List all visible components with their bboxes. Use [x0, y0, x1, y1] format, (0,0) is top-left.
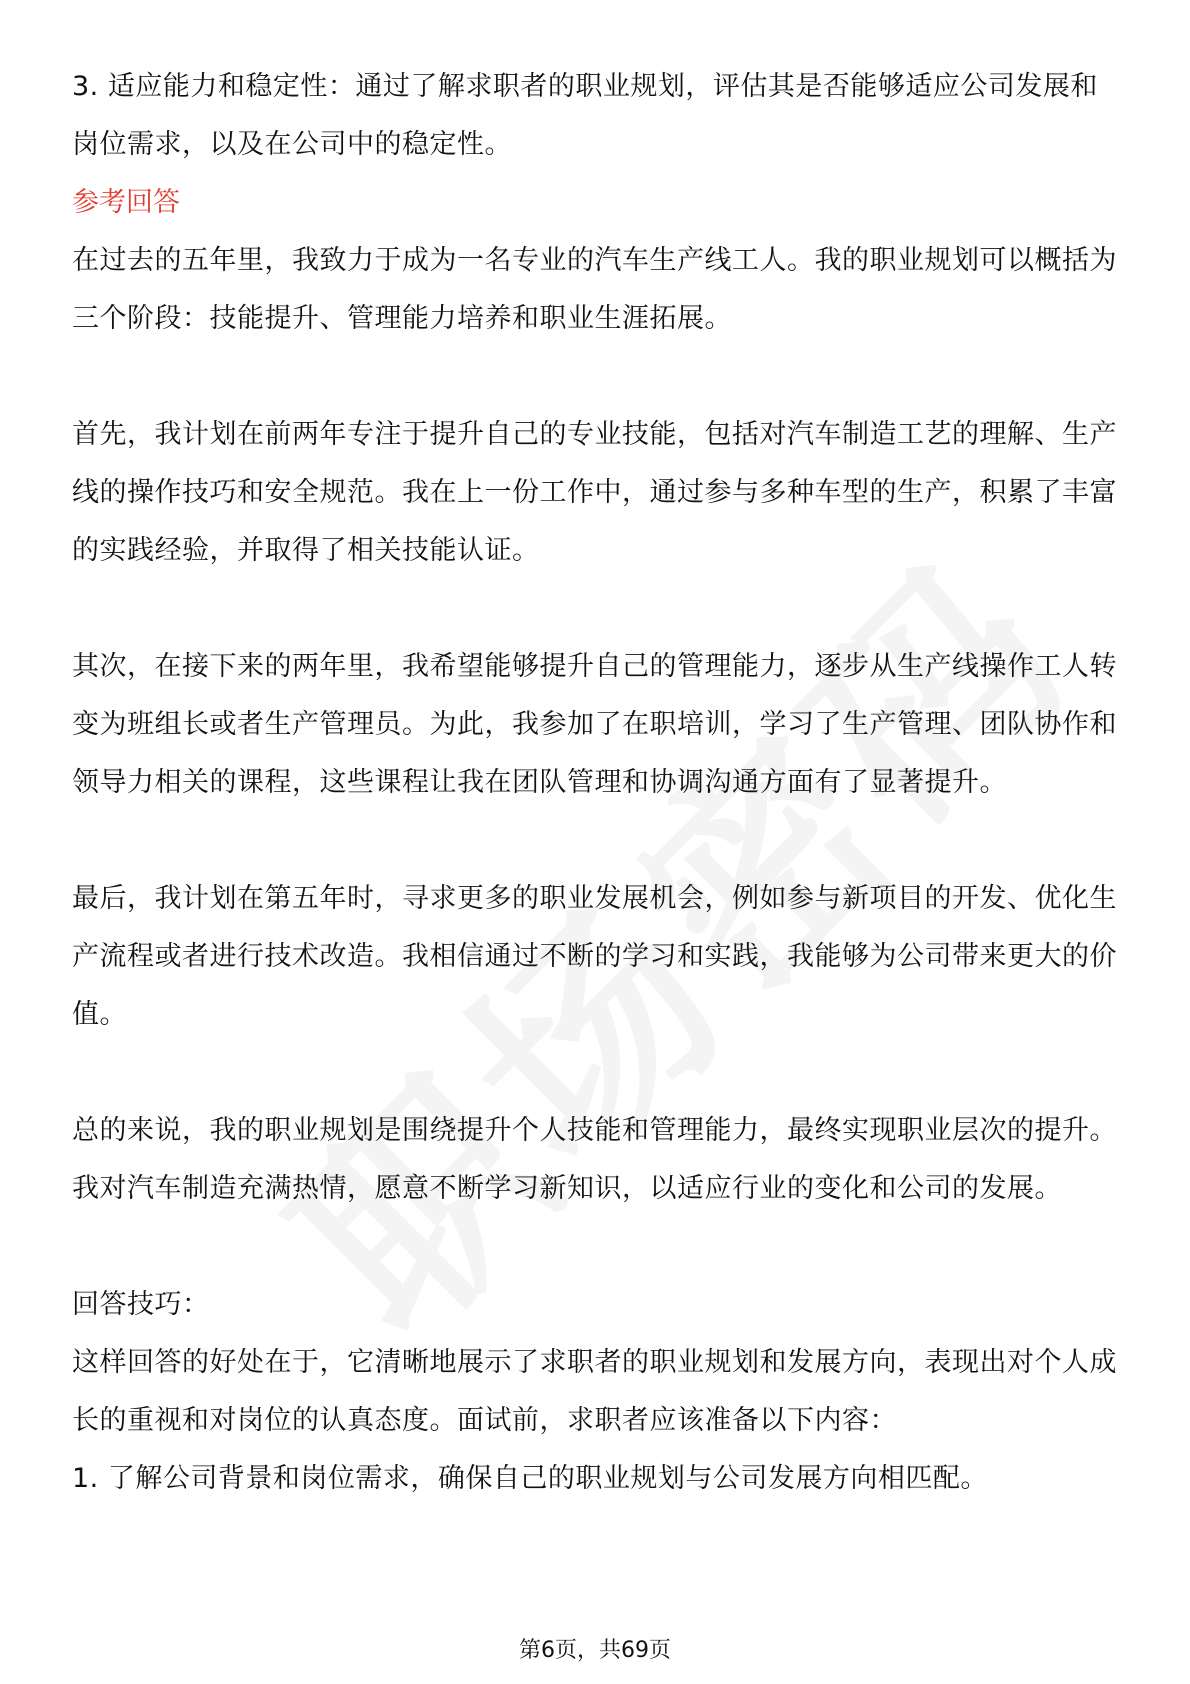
paragraph-gap: [72, 348, 1122, 406]
tips-heading: 回答技巧：: [72, 1289, 210, 1320]
reference-answer-heading: 参考回答: [72, 187, 180, 218]
page-number-label: 第6页，共69页: [519, 1638, 671, 1663]
document-body: [72, 58, 1122, 1508]
answer-paragraph-2: 首先，我计划在前两年专注于提升自己的专业技能，包括对汽车制造工艺的理解、生产线的操作技巧和安全规范。我在上一份工作中，通过参与多种车型的生产，积累了丰富的实践经验，并取得了相关技能认证。: [72, 419, 1117, 566]
paragraph-gap: [72, 1218, 1122, 1276]
answer-paragraph-1: 在过去的五年里，我致力于成为一名专业的汽车生产线工人。我的职业规划可以概括为三个阶段：技能提升、管理能力培养和职业生涯拓展。: [72, 245, 1117, 334]
answer-paragraph-4: 最后，我计划在第五年时，寻求更多的职业发展机会，例如参与新项目的开发、优化生产流程或者进行技术改造。我相信通过不断的学习和实践，我能够为公司带来更大的价值。: [72, 883, 1117, 1030]
answer-paragraph-5: 总的来说，我的职业规划是围绕提升个人技能和管理能力，最终实现职业层次的提升。我对汽车制造充满热情，愿意不断学习新知识，以适应行业的变化和公司的发展。: [72, 1115, 1117, 1204]
paragraph-gap: [72, 1044, 1122, 1102]
page-footer: [0, 1633, 1190, 1664]
paragraph-gap: [72, 812, 1122, 870]
intro-point-3: 3. 适应能力和稳定性：通过了解求职者的职业规划，评估其是否能够适应公司发展和岗位需求，以及在公司中的稳定性。: [72, 71, 1098, 160]
tips-paragraph: 这样回答的好处在于，它清晰地展示了求职者的职业规划和发展方向，表现出对个人成长的重视和对岗位的认真态度。面试前，求职者应该准备以下内容：: [72, 1347, 1117, 1436]
paragraph-gap: [72, 580, 1122, 638]
answer-paragraph-3: 其次，在接下来的两年里，我希望能够提升自己的管理能力，逐步从生产线操作工人转变为班组长或者生产管理员。为此，我参加了在职培训，学习了生产管理、团队协作和领导力相关的课程，这些课程让我在团队管理和协调沟通方面有了显著提升。: [72, 651, 1117, 798]
tips-point-1: 1. 了解公司背景和岗位需求，确保自己的职业规划与公司发展方向相匹配。: [72, 1463, 988, 1494]
